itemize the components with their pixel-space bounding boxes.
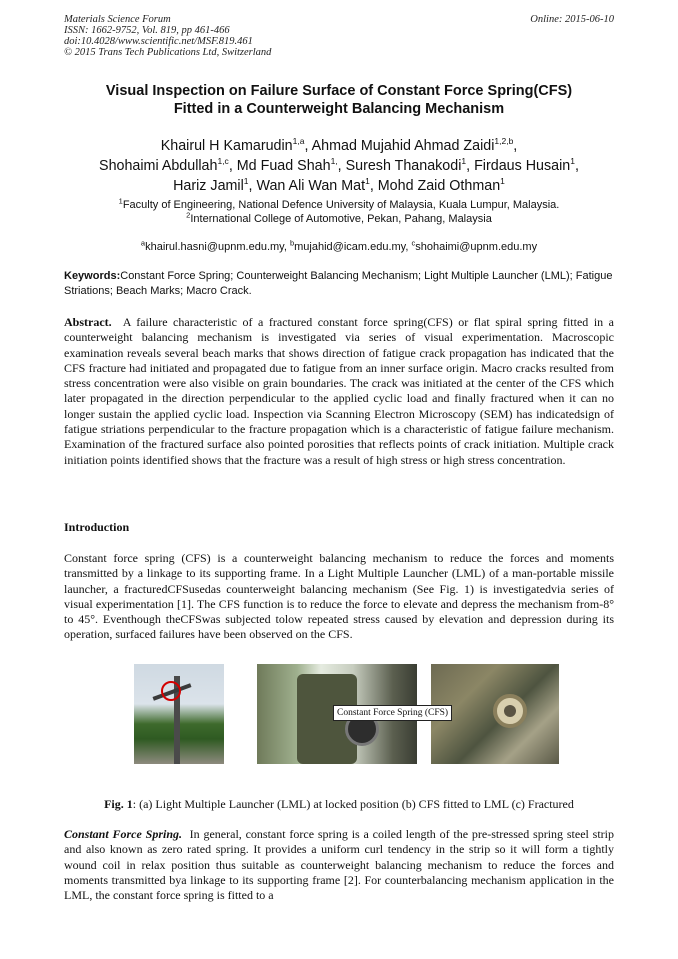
email-link[interactable]: mujahid@icam.edu.my,	[294, 241, 412, 253]
author: Ahmad Mujahid Ahmad Zaidi	[311, 138, 495, 154]
author: Md Fuad Shah	[236, 158, 331, 174]
figure-caption	[0, 797, 678, 812]
affiliation-1: $^1$Faculty of Engineering, National Defence University of Malaysia, Kuala Lumpur, Malaysia.	[118, 196, 560, 211]
author: Firdaus Husain	[474, 158, 571, 174]
author: Mohd Zaid Othman	[377, 178, 501, 194]
author: Shohaimi Abdullah	[99, 158, 218, 174]
abstract-label: Abstract.	[64, 315, 112, 329]
paper-title	[60, 82, 618, 118]
author: Wan Ali Wan Mat	[256, 178, 366, 194]
running-header	[64, 14, 444, 58]
email-link[interactable]: shohaimi@upnm.edu.my	[415, 241, 538, 253]
author-superscript: 1	[243, 176, 249, 187]
keywords-label: Keywords:	[64, 270, 121, 282]
title-line-1: Visual Inspection on Failure Surface of Constant Force Spring(CFS)	[105, 83, 573, 99]
keywords	[64, 269, 616, 299]
cfs-section-lead: Constant Force Spring.	[64, 827, 183, 841]
author-superscript: 1	[570, 156, 575, 167]
author: Hariz Jamil	[173, 178, 244, 194]
title-line-2: Fitted in a Counterweight Balancing Mechanism	[173, 101, 505, 117]
figure-1a-photo	[134, 664, 224, 764]
author-superscript: 1	[461, 156, 467, 167]
spool-axle	[504, 705, 516, 717]
author: Khairul H Kamarudin	[160, 138, 293, 154]
author-superscript: 1	[365, 176, 370, 187]
journal-name: Materials Science Forum	[64, 14, 171, 25]
author-list: Khairul H Kamarudin$^{1,a}$, Ahmad Mujahid Ahmad Zaidi$^{1,2,b}$, Shohaimi Abdullah$^{1,c}$, Md Fuad Shah$^{1,}$, Suresh Thanakodi$^1$, Firdaus Husain$^1$, Hariz Jamil$^1$, Wan Ali Wan Mat$^1$, Mohd Zaid Othman$^1$	[99, 136, 579, 194]
author-superscript: 1,	[330, 156, 338, 167]
introduction-paragraph: Constant force spring (CFS) is a counterweight balancing mechanism to reduce the forces and moments transmitted by a linkage to its supporting frame. In a Light Multiple Launcher (LML) of a man-portable missile launcher, a fracturedCFSusedas counterweight balancing mechanism (See Fig. 1) is investigatedvia series of visual experimentation [1]. The CFS function is to reduce the force to elevate and depress the mechanism from-8° to 45°. Eventhough theCFSwas subjected tolow repeated stress caused by elevation and depression during its operation, surfaced failures have been observed on the CFS.	[64, 551, 614, 642]
highlight-circle	[161, 681, 181, 701]
cfs-section-text: In general, constant force spring is a coiled length of the pre-stressed spring steel strip and also known as zero rated spring. It provides a uniform curl tendency in the strip so it will form a tightly wound coil in relax position thus suitable as counterweight balancing mechanism to reduce the forces and moments transmitted bya linkage to its supporting frame [2]. For counterbalancing mechanism application in the LML, the constant force spring is fitted to a	[64, 827, 615, 903]
author-superscript: 1	[500, 176, 505, 187]
introduction-heading: Introduction	[64, 520, 130, 534]
abstract-paragraph	[64, 315, 614, 468]
cfs-section-paragraph	[64, 827, 614, 903]
author-superscript: 1,c	[217, 156, 229, 167]
affiliations	[40, 198, 638, 226]
caption-label: Fig. 1	[104, 797, 133, 811]
author-superscript: 1,2,b	[494, 136, 514, 147]
author: Suresh Thanakodi	[345, 158, 462, 174]
keywords-text: Constant Force Spring; Counterweight Balancing Mechanism; Light Multiple Launcher (LML); Fatigue Striations; Beach Marks; Macro Crack.	[64, 270, 613, 297]
affiliation-2: $^2$International College of Automotive, Pekan, Pahang, Malaysia	[186, 210, 492, 225]
issn-line: ISSN: 1662-9752, Vol. 819, pp 461-466	[64, 25, 230, 36]
caption-text: : (a) Light Multiple Launcher (LML) at locked position (b) CFS fitted to LML (c) Fractured	[132, 797, 574, 811]
author-emails: $^a$khairul.hasni@upnm.edu.my, $^b$mujahid@icam.edu.my, $^c$shohaimi@upnm.edu.my	[140, 238, 538, 253]
doi-line: doi:10.4028/www.scientific.net/MSF.819.461	[64, 36, 253, 47]
copyright-line: © 2015 Trans Tech Publications Ltd, Switzerland	[64, 47, 272, 58]
email-link[interactable]: khairul.hasni@upnm.edu.my,	[145, 241, 290, 253]
online-date: Online: 2015-06-10	[530, 14, 614, 25]
figure-inset-label: Constant Force Spring (CFS)	[333, 705, 452, 721]
author-superscript: 1,a	[292, 136, 305, 147]
abstract-text: A failure characteristic of a fractured constant force spring(CFS) or flat spiral spring fitted in a counterweight balancing mechanism is investigated via series of visual experimentation. Macroscopic examination reveals several beach marks that shows direction of fatigue crack propagation has indicated that the CFS fracture had initiated and propagated due to fatigue from an inner surface origin. Macro cracks resulted from stress concentration were also visible on grain boundaries. The crack was initiated at the center of the CFS which later propagated in the direction perpendicular to the applied cyclic load and finally fractured when it can no longer sustain the applied cyclic load. Inspection via Scanning Electron Microscopy (SEM) has indicatedsign of fatigue striations perpendicular to the fracture propagation which is a characteristic of fatigue failure mechanism. Examination of the fractured surface also pointed porosities that reflects points of crack initiation. Multiple crack initiation points identified shows that the fracture was a result of high stress or high stress concentration.	[64, 315, 614, 467]
